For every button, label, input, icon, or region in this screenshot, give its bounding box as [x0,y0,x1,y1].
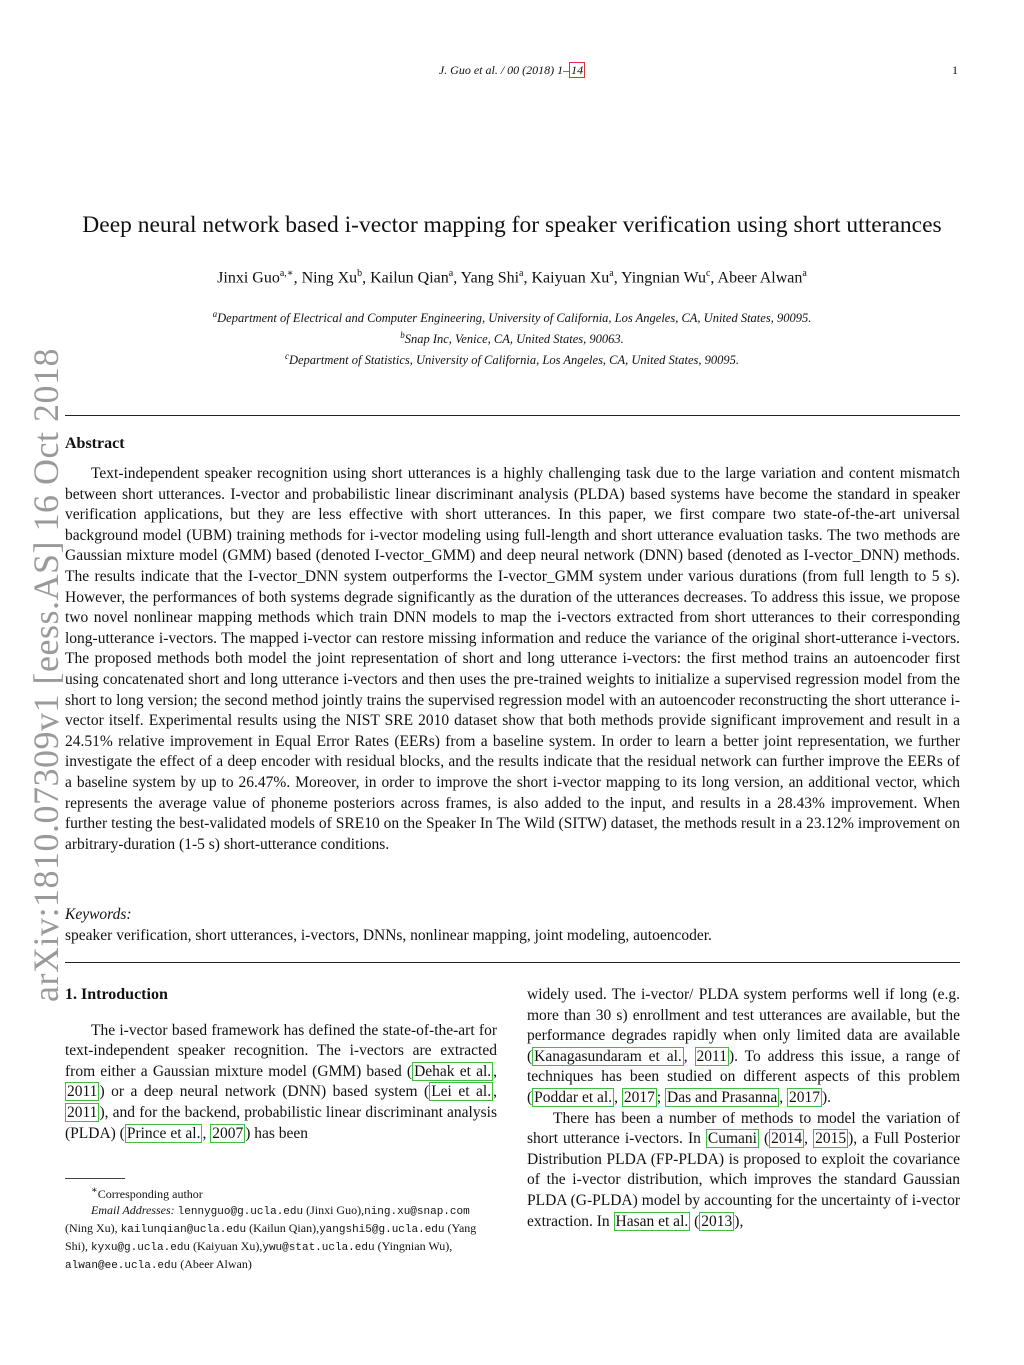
keywords-text: speaker verification, short utterances, i-vectors, DNNs, nonlinear mapping, joint modeling, autoencoder. [65,927,712,944]
email-address[interactable]: yangshi5@g.ucla.edu [319,1224,445,1236]
footnote-rule [65,1178,125,1179]
keywords-label: Keywords: [65,906,132,923]
author-name: Ning Xu [301,269,358,287]
author-affiliation-mark: a [802,268,807,279]
top-divider [65,415,960,416]
abstract-heading: Abstract [65,435,125,452]
citation-link[interactable]: Dehak et al. [414,1062,492,1080]
citation-link[interactable]: 2017 [623,1088,655,1106]
author-list: Jinxi Guo$^{a,∗}$, Ning Xu$^b$, Kailun Qian$^a$, Yang Shi$^a$, Kaiyuan Xu$^a$, Yingnian Wu$^c$, Abeer Alwan$^a$ [217,268,807,287]
email-address[interactable]: kyxu@g.ucla.edu [91,1242,191,1254]
footnote [65,1183,497,1274]
citation-link[interactable]: 2011 [696,1047,727,1065]
author-name: Kaiyuan Xu [531,269,610,287]
author-affiliation-mark: a,∗ [279,268,294,279]
intro-paragraph-2: There has been a number of methods to model the variation of short utterance i-vectors. In Cumani ( 2014 , 2015 ), a Full Posterior Distribution PLDA (FP-PLDA) is proposed to exploit the covariance of the i-vector distribution, which improves the standard Gaussian PLDA (G-PLDA) model by accounting for the uncertainty of i-vector extraction. In Hasan et al. ( 2013 ), [527,1109,961,1230]
author-name: Yang Shi [460,269,520,287]
citation-link[interactable]: Poddar et al. [534,1088,613,1106]
author-name: Kailun Qian [370,269,449,287]
citation-link[interactable]: 2007 [212,1124,244,1142]
citation-link[interactable]: Das and Prasanna [667,1088,778,1106]
left-column [65,985,497,1144]
right-column [527,985,960,1232]
author-name: Abeer Alwan [717,269,803,287]
section-heading: 1. Introduction [65,986,168,1003]
intro-paragraph-1-cont: widely used. The i-vector/ PLDA system performs well if long (e.g. more than 30 s) enrollment and test utterances are available, but the performance degrades rapidly when only limited data are available ( Kanagasundaram et al. , 2011 ). To address this issue, a range of techniques has been studied on different aspects of this problem ( Poddar et al. , 2017 ; Das and Prasanna , 2017 ). [527,986,961,1106]
email-address[interactable]: ywu@stat.ucla.edu [262,1242,375,1254]
citation-link[interactable]: Lei et al. [431,1083,492,1101]
author-name: Jinxi Guo [217,269,280,287]
author-affiliation-mark: a [519,268,524,279]
citation-link[interactable]: 2015 [815,1130,847,1148]
email-list: Email Addresses: lennyguo@g.ucla.edu (Jinxi Guo),ning.xu@snap.com (Ning Xu), kailunqian@ucla.edu (Kailun Qian),yangshi5@g.ucla.edu (Yang Shi), kyxu@g.ucla.edu (Kaiyuan Xu),ywu@stat.ucla.edu (Yingnian Wu), alwan@ee.ucla.edu (Abeer Alwan) [65,1203,477,1272]
email-address[interactable]: lennyguo@g.ucla.edu [177,1206,304,1218]
bottom-divider [65,962,960,963]
running-head [0,63,1024,78]
email-label: Email Addresses: [91,1203,178,1217]
citation-link[interactable]: Hasan et al. [615,1212,689,1230]
author-name: Yingnian Wu [621,269,706,287]
abstract-text: Text-independent speaker recognition using short utterances is a highly challenging task due to the large variation and content mismatch between short utterances. I-vector and probabilistic linear discriminant analysis (PLDA) based systems have become the standard in speaker verification applications, but they are less effective with short utterances. In this paper, we first compare two state-of-the-art universal background model (UBM) training methods for i-vector modeling using full-length and short utterance evaluation tasks. The two methods are Gaussian mixture model (GMM) based (denoted I-vector_GMM) and deep neural network (DNN) based (denoted as I-vector_DNN) methods. The results indicate that the I-vector_DNN system outperforms the I-vector_GMM system under various durations (from full length to 5 s). However, the performances of both systems degrade significantly as the duration of the utterances decreases. To address this issue, we propose two novel nonlinear mapping methods which train DNN models to map the i-vectors extracted from short utterances to their corresponding long-utterance i-vectors. The mapped i-vector can restore missing information and reduce the variance of the original short-utterance i-vectors. The proposed methods both model the joint representation of short and long utterance i-vectors: the first method trains an autoencoder first using concatenated short and long utterance i-vectors and then uses the pre-trained weights to initialize a supervised regression model from the short to long version; the second method jointly trains the supervised regression model with an autoencoder reconstructing the short utterance i-vector itself. Experimental results using the NIST SRE 2010 dataset show that both methods provide significant improvement and result in a 24.51% relative improvement in Equal Error Rates (EERs) from a baseline system. In order to learn a better joint representation, we further investigate the effect of a deep encoder with residual blocks, and the results indicate that the residual network can further improve the EERs of a baseline system by up to 26.47%. Moreover, in order to improve the short i-vector mapping to its long version, an additional vector, which represents the average value of phoneme posteriors across frames, is also added to the input, and results in a 28.43% improvement. When further testing the best-validated models of SRE10 on the Speaker In The Wild (SITW) dataset, the methods result in a 23.12% improvement on arbitrary-duration (1-5 s) short-utterance conditions. [65,465,960,853]
last-page-link[interactable]: 14 [571,63,584,77]
abstract-body [65,464,960,855]
author-affiliation-mark: a [448,268,454,279]
citation-link[interactable]: Cumani [707,1130,757,1148]
arxiv-stamp-text: arXiv:1810.07309v1 [eess.AS] 16 Oct 2018 [26,348,66,1002]
email-address[interactable]: kailunqian@ucla.edu [120,1224,247,1236]
author-affiliation-mark: a [609,268,614,279]
author-affiliation-mark: c [705,268,711,279]
citation-link[interactable]: 2011 [67,1103,98,1121]
corresponding-text: Corresponding author [97,1187,203,1201]
page-number: 1 [952,63,958,77]
author-affiliation-mark: b [357,268,363,279]
citation-link[interactable]: Kanagasundaram et al. [534,1047,682,1065]
intro-paragraph-1: The i-vector based framework has defined the state-of-the-art for text-independent speaker recognition. The i-vectors are extracted from either a Gaussian mixture model (GMM) based ( Dehak et al. , 2011 ) or a deep neural network (DNN) based system ( Lei et al. , 2011 ), and for the backend, probabilistic linear discriminant analysis (PLDA) ( Prince et al. , 2007 ) has been [65,1021,497,1142]
citation-link[interactable]: 2014 [771,1130,803,1148]
affiliation-list [0,306,1024,369]
paper-title: Deep neural network based i-vector mapping for speaker verification using short utterances [82,212,942,238]
citation-link[interactable]: 2011 [67,1083,98,1101]
email-address[interactable]: ning.xu@snap.com [364,1206,470,1218]
affiliation-line: $^a$Department of Electrical and Computer Engineering, University of California, Los Angeles, CA, United States, 90095. [212,309,812,326]
affiliation-line: $^c$Department of Statistics, University of California, Los Angeles, CA, United States, 90095. [284,351,740,368]
corresponding-note: ∗Corresponding author [91,1185,203,1201]
citation-link[interactable]: Prince et al. [126,1124,201,1142]
email-address[interactable]: alwan@ee.ucla.edu [65,1260,178,1272]
citation-link[interactable]: 2013 [701,1212,733,1230]
citation-link[interactable]: 2017 [788,1088,820,1106]
running-head-text: J. Guo et al. / 00 (2018) 1– [438,63,570,77]
affiliation-line: $^b$Snap Inc, Venice, CA, United States, 90063. [400,330,624,347]
